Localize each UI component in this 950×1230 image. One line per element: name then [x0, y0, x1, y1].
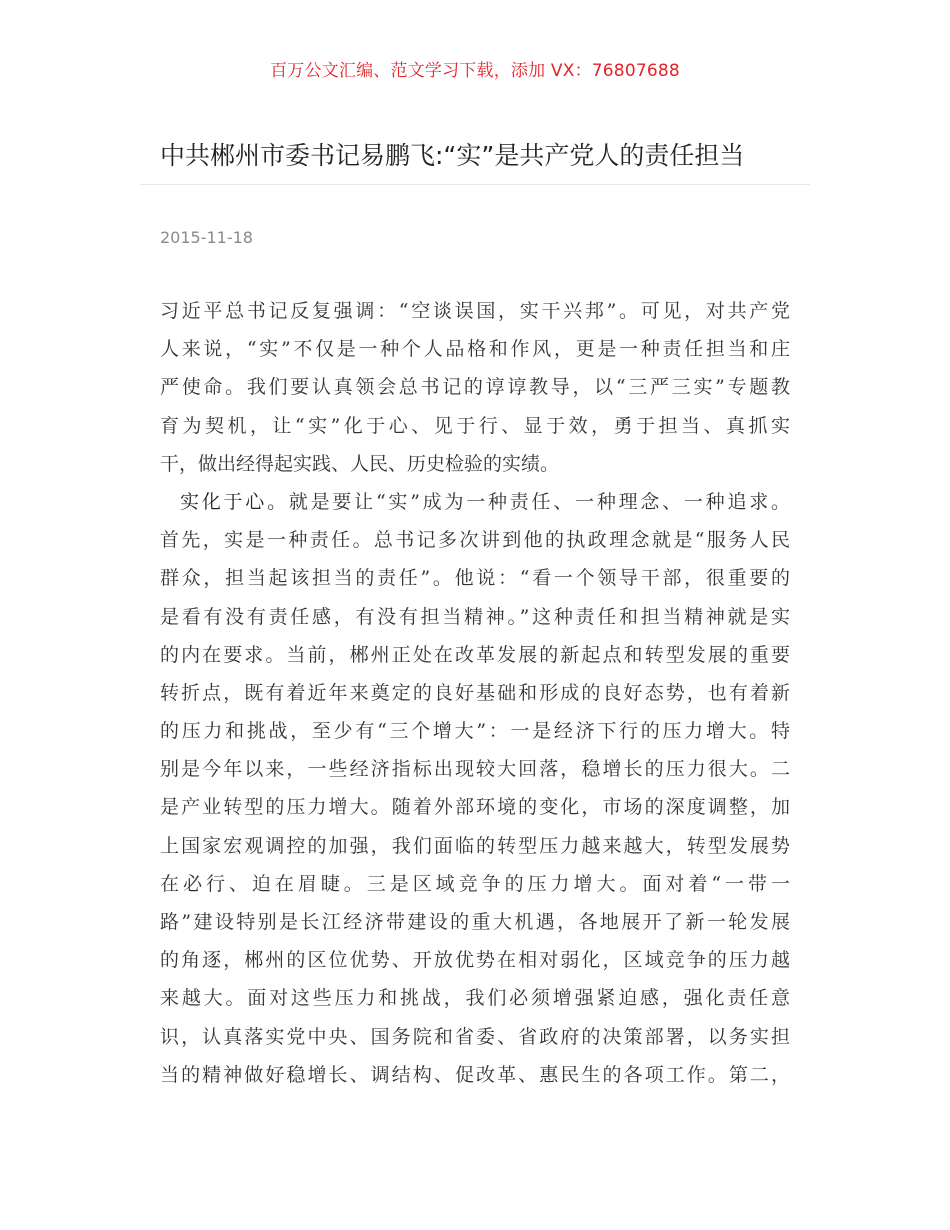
- text-line: 人来说，“实”不仅是一种个人品格和作风，更是一种责任担当和庄: [160, 338, 790, 361]
- text-line: 上国家宏观调控的加强，我们面临的转型压力越来越大，转型发展势: [160, 834, 790, 857]
- text-line: 群众，担当起该担当的责任”。他说：“看一个领导干部，很重要的: [160, 567, 790, 590]
- text-line: 的内在要求。当前，郴州正处在改革发展的新起点和转型发展的重要: [160, 643, 790, 666]
- text-line: 干，做出经得起实践、人民、历史检验的实绩。: [160, 452, 560, 475]
- text-line: 转折点，既有着近年来奠定的良好基础和形成的良好态势，也有着新: [160, 681, 790, 704]
- text-line: 路”建设特别是长江经济带建设的重大机遇，各地展开了新一轮发展: [160, 911, 790, 933]
- text-line: 习近平总书记反复强调：“空谈误国，实干兴邦”。可见，对共产党: [160, 300, 790, 322]
- text-line: 来越大。面对这些压力和挑战，我们必须增强紧迫感，强化责任意: [160, 987, 790, 1010]
- section-lead: 实化于心。: [180, 490, 289, 513]
- text-line: 严使命。我们要认真领会总书记的谆谆教导，以“三严三实”专题教: [160, 376, 790, 399]
- text-line: 的角逐，郴州的区位优势、开放优势在相对弱化，区域竞争的压力越: [160, 949, 790, 972]
- text-line: 当的精神做好稳增长、调结构、促改革、惠民生的各项工作。第二，: [160, 1063, 790, 1086]
- text-line: 是产业转型的压力增大。随着外部环境的变化，市场的深度调整，加: [160, 796, 790, 819]
- lead-line-rest: 就是要让“实”成为一种责任、一种理念、一种追求。: [288, 490, 790, 513]
- text-line: 育为契机，让“实”化于心、见于行、显于效，勇于担当、真抓实: [160, 414, 790, 437]
- article-title: 中共郴州市委书记易鹏飞:“实”是共产党人的责任担当: [160, 141, 745, 170]
- text-line-lead: [160, 483, 790, 521]
- publish-date: 2015-11-18: [160, 228, 253, 247]
- text-line: 别是今年以来，一些经济指标出现较大回落，稳增长的压力很大。二: [160, 758, 790, 781]
- text-line: 在必行、迫在眉睫。三是区域竞争的压力增大。面对着“一带一: [160, 872, 790, 895]
- promo-banner: 百万公文汇编、范文学习下载，添加 VX：76807688: [270, 61, 680, 81]
- title-divider: [140, 184, 810, 185]
- paragraph-1: [160, 292, 790, 483]
- text-line: 是看有没有责任感，有没有担当精神。”这种责任和担当精神就是实: [160, 605, 790, 628]
- paragraph-2: [160, 483, 790, 1094]
- text-line: 的压力和挑战，至少有“三个增大”：一是经济下行的压力增大。特: [160, 720, 790, 743]
- article-body: [160, 292, 790, 1094]
- text-line: 识，认真落实党中央、国务院和省委、省政府的决策部署，以务实担: [160, 1025, 790, 1048]
- text-line: 首先，实是一种责任。总书记多次讲到他的执政理念就是“服务人民: [160, 529, 790, 552]
